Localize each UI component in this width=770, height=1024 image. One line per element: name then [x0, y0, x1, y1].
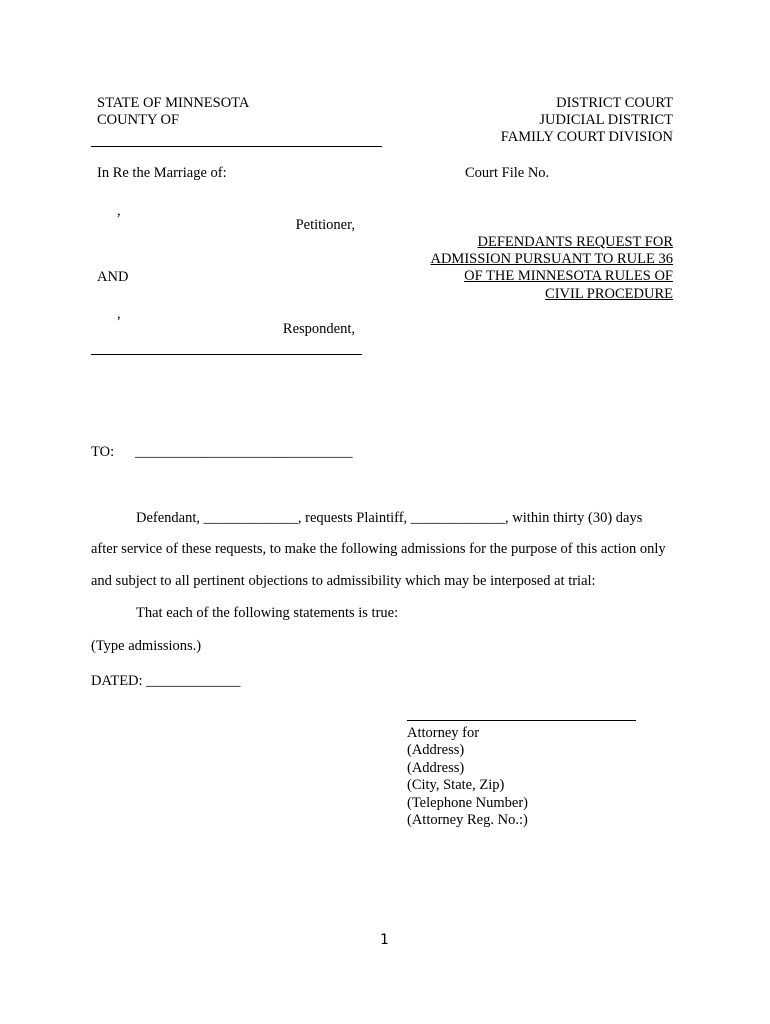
division-heading: FAMILY COURT DIVISION: [500, 129, 673, 145]
caption-rule: [91, 354, 362, 355]
type-admissions: (Type admissions.): [91, 638, 202, 654]
state-heading: STATE OF MINNESOTA: [97, 95, 250, 111]
telephone-number: (Telephone Number): [407, 795, 528, 811]
to-label: TO:: [91, 444, 115, 460]
county-heading: COUNTY OF: [97, 112, 180, 128]
respondent-label: Respondent,: [282, 321, 355, 337]
document-title-line-1: DEFENDANTS REQUEST FOR: [477, 234, 673, 250]
city-state-zip: (City, State, Zip): [407, 777, 505, 793]
attorney-reg-no: (Attorney Reg. No.:): [407, 812, 528, 828]
body-line-1: Defendant, _____________, requests Plaintiff, _____________, within thirty (30) days: [136, 510, 643, 526]
in-re-label: In Re the Marriage of:: [97, 165, 227, 181]
statements-intro: That each of the following statements is true:: [136, 605, 399, 621]
petitioner-label: Petitioner,: [295, 217, 355, 233]
body-line-2: after service of these requests, to make the following admissions for the purpose of this action only: [91, 541, 666, 557]
petitioner-comma: ,: [117, 203, 121, 219]
district-heading: JUDICIAL DISTRICT: [539, 112, 673, 128]
address-line-1: (Address): [407, 742, 465, 758]
document-title-line-3: OF THE MINNESOTA RULES OF: [464, 268, 673, 284]
court-heading: DISTRICT COURT: [556, 95, 673, 111]
address-line-2: (Address): [407, 760, 465, 776]
document-title-line-2: ADMISSION PURSUANT TO RULE 36: [430, 251, 673, 267]
court-file-label: Court File No.: [465, 165, 550, 181]
document-title-line-4: CIVIL PROCEDURE: [545, 286, 673, 302]
dated-line: DATED: _____________: [91, 673, 241, 689]
signature-line: [407, 720, 636, 721]
respondent-comma: ,: [117, 306, 121, 322]
and-label: AND: [97, 269, 129, 285]
to-blank: ______________________________: [135, 444, 353, 460]
body-line-3: and subject to all pertinent objections to admissibility which may be interposed at trial:: [91, 573, 596, 589]
attorney-for-label: Attorney for: [407, 725, 480, 741]
page-number: 1: [380, 932, 389, 948]
county-rule: [91, 146, 382, 147]
